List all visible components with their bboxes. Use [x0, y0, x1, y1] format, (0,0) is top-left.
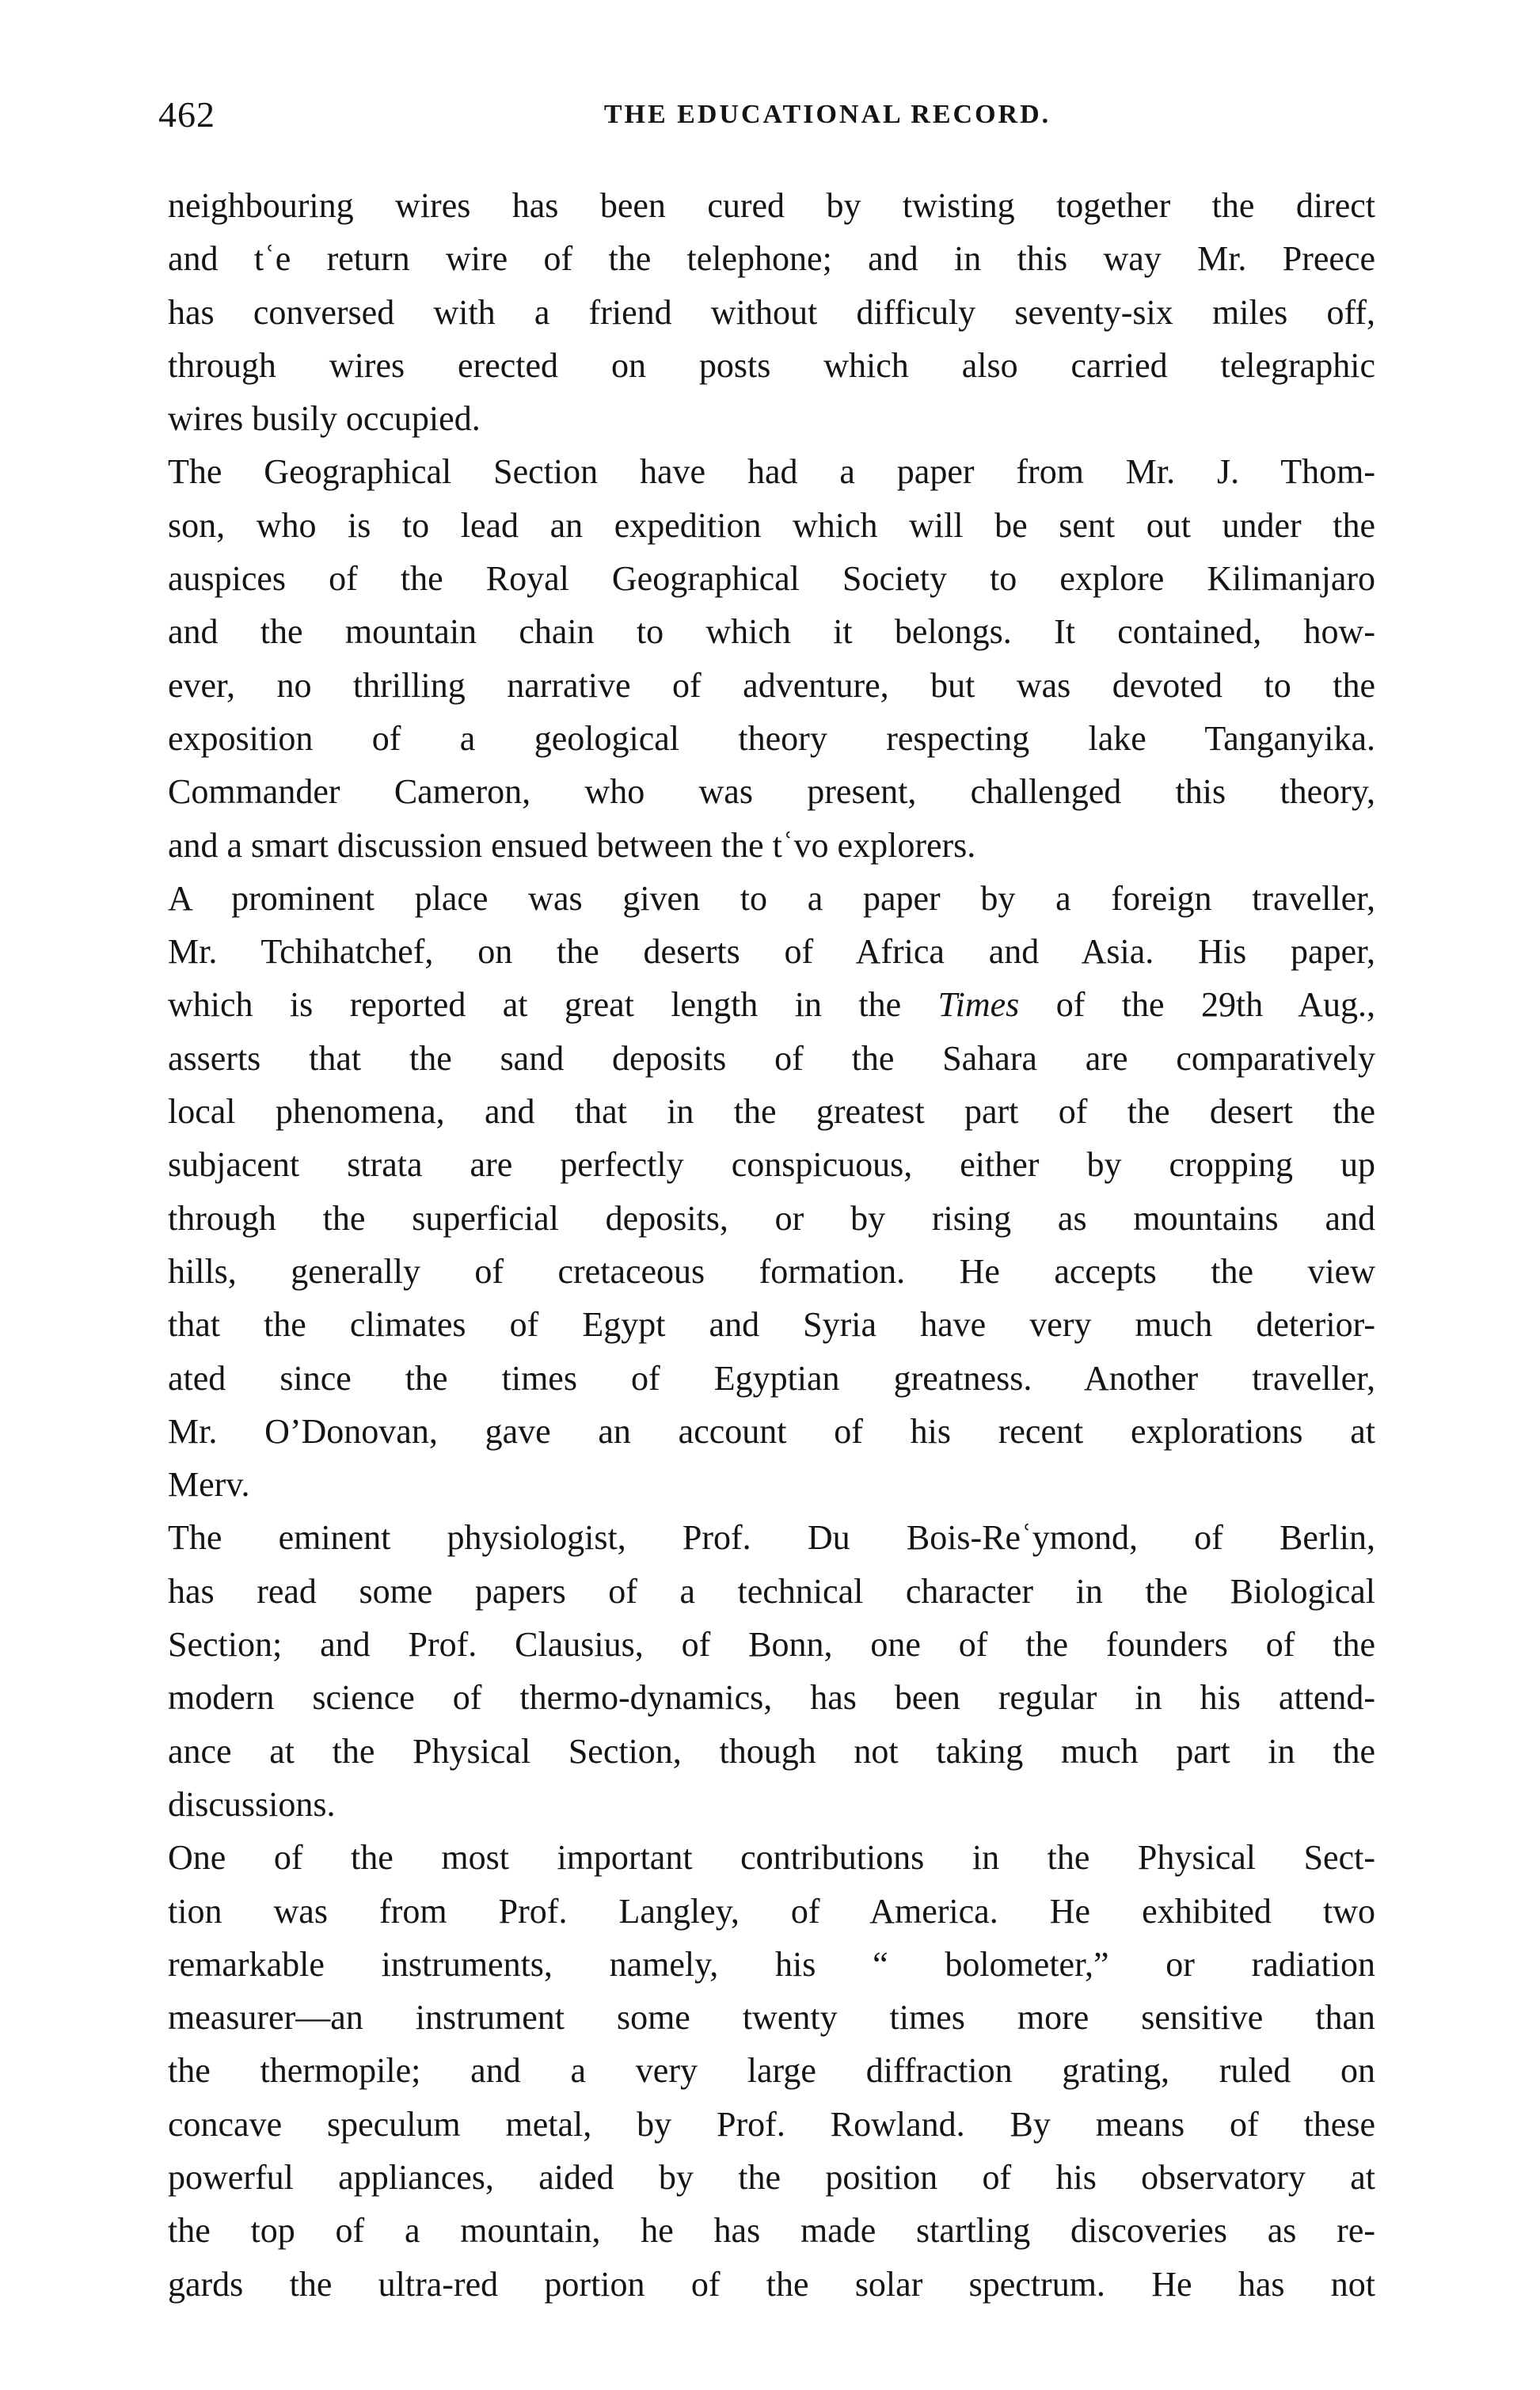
text-line: Mr. O’Donovan, gave an account of his recent explorations at: [168, 1411, 1375, 1451]
text-line: exposition of a geological theory respecting lake Tanganyika.: [168, 718, 1375, 758]
text-line: through wires erected on posts which also carried telegraphic: [168, 345, 1375, 385]
page-header: [158, 93, 1378, 141]
paragraph: [168, 179, 1375, 445]
text-line: modern science of thermo-dynamics, has been regular in his attend-: [168, 1678, 1375, 1718]
paragraph: [168, 445, 1375, 871]
text-line: auspices of the Royal Geographical Society to explore Kilimanjaro: [168, 559, 1375, 599]
text-line: remarkable instruments, namely, his “ bolometer,” or radiation: [168, 1944, 1375, 1984]
text-line: and a smart discussion ensued between the tʿvo explorers.: [168, 825, 976, 865]
italic-title: Times: [937, 985, 1020, 1025]
text-line: Section; and Prof. Clausius, of Bonn, one of the founders of the: [168, 1625, 1375, 1665]
text-line: through the superficial deposits, or by rising as mountains and: [168, 1198, 1375, 1238]
text-line: has conversed with a friend without difficuly seventy-six miles off,: [168, 292, 1375, 332]
text-segment: of the 29th Aug.,: [1019, 985, 1375, 1025]
text-line: subjacent strata are perfectly conspicuous, either by cropping up: [168, 1145, 1375, 1185]
text-segment: which is reported at great length in the: [168, 985, 938, 1025]
text-line: ance at the Physical Section, though not taking much part in the: [168, 1731, 1375, 1771]
text-line: discussions.: [168, 1784, 336, 1824]
text-line: asserts that the sand deposits of the Sahara are comparatively: [168, 1038, 1375, 1078]
text-line: the thermopile; and a very large diffraction grating, ruled on: [168, 2051, 1375, 2091]
paragraph: [168, 1511, 1375, 1831]
paragraph: [168, 872, 1375, 1512]
text-line: wires busily occupied.: [168, 399, 481, 439]
page-number: 462: [158, 94, 215, 135]
text-line: son, who is to lead an expedition which will be sent out under the: [168, 505, 1375, 545]
text-line-with-italic: [168, 978, 1375, 1031]
text-line: ated since the times of Egyptian greatness. Another traveller,: [168, 1358, 1375, 1398]
text-line: ever, no thrilling narrative of adventure, but was devoted to the: [168, 665, 1375, 705]
text-line: gards the ultra-red portion of the solar spectrum. He has not: [168, 2264, 1375, 2304]
text-line: Merv.: [168, 1465, 250, 1505]
text-line: powerful appliances, aided by the position of his observatory at: [168, 2157, 1375, 2197]
text-line: and the mountain chain to which it belongs. It contained, how-: [168, 612, 1375, 652]
text-line: that the climates of Egypt and Syria have very much deterior-: [168, 1305, 1375, 1345]
text-line: Mr. Tchihatchef, on the deserts of Africa and Asia. His paper,: [168, 932, 1375, 972]
text-line: The eminent physiologist, Prof. Du Bois-Reʿymond, of Berlin,: [168, 1518, 1375, 1558]
running-title: THE EDUCATIONAL RECORD.: [603, 100, 1051, 129]
text-line: and tʿe return wire of the telephone; and in this way Mr. Preece: [168, 239, 1375, 279]
text-line: concave speculum metal, by Prof. Rowland. By means of these: [168, 2104, 1375, 2144]
text-line: hills, generally of cretaceous formation. He accepts the view: [168, 1251, 1375, 1291]
text-line: neighbouring wires has been cured by twisting together the direct: [168, 186, 1375, 225]
text-line: local phenomena, and that in the greatest part of the desert the: [168, 1092, 1375, 1132]
text-line: the top of a mountain, he has made startling discoveries as re-: [168, 2211, 1375, 2251]
text-line: The Geographical Section have had a paper from Mr. J. Thom-: [168, 452, 1375, 492]
paragraph: [168, 1831, 1375, 2311]
text-line: One of the most important contributions in the Physical Sect-: [168, 1838, 1375, 1878]
text-line: Commander Cameron, who was present, challenged this theory,: [168, 772, 1375, 812]
text-line: has read some papers of a technical character in the Biological: [168, 1571, 1375, 1611]
text-line: tion was from Prof. Langley, of America. He exhibited two: [168, 1891, 1375, 1931]
body-text: [168, 179, 1375, 2311]
text-line: A prominent place was given to a paper by a foreign traveller,: [168, 878, 1375, 918]
text-line: measurer—an instrument some twenty times more sensitive than: [168, 1998, 1375, 2038]
